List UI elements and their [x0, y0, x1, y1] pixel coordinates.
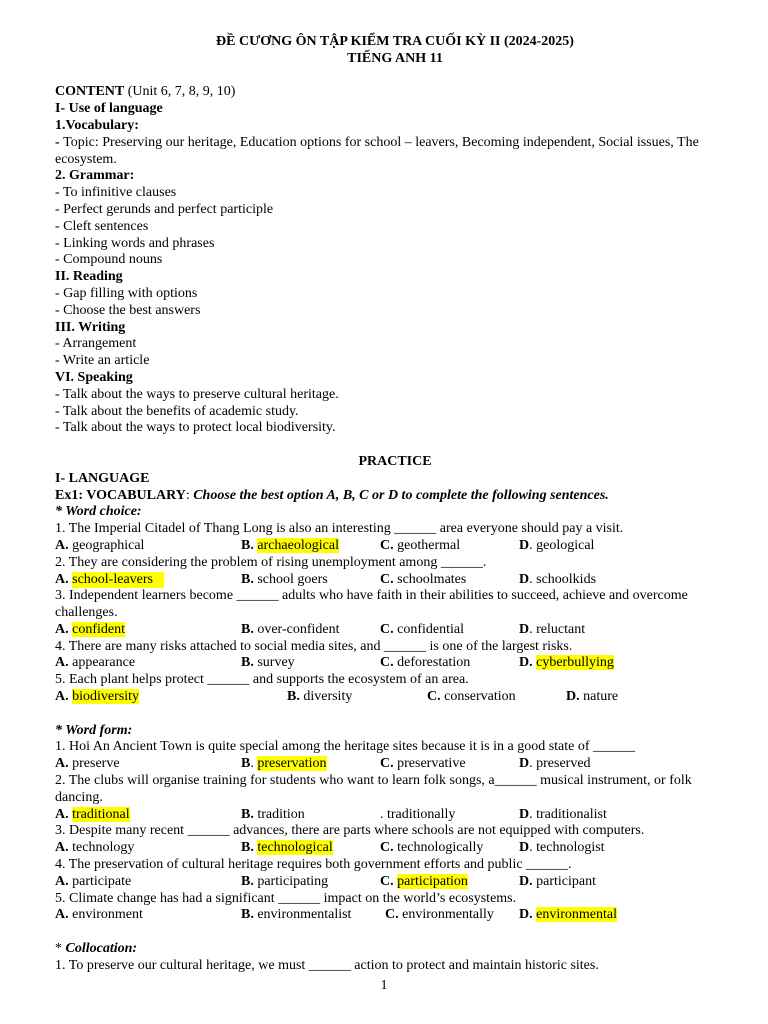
grammar-item: - Compound nouns [55, 252, 163, 268]
option-letter: C. [385, 907, 399, 923]
option-text: environment [72, 907, 143, 923]
option-b[interactable]: B. preservation [241, 756, 327, 772]
writing-heading: III. Writing [55, 319, 126, 335]
grammar-item: - Cleft sentences [55, 218, 149, 234]
option-letter: D [519, 806, 530, 822]
document-title: ĐỀ CƯƠNG ÔN TẬP KIỂM TRA CUỐI KỲ II (2024-2025) [216, 34, 574, 49]
option-letter: C. [380, 655, 394, 671]
practice-heading: PRACTICE [358, 453, 432, 469]
option-letter: A. [55, 806, 69, 822]
grammar-heading: 2. Grammar: [55, 168, 135, 184]
option-letter: C. [427, 689, 441, 705]
option-letter: D [519, 840, 530, 856]
question-text: 3. Despite many recent ______ advances, there are parts where schools are not equipped with computers. [55, 823, 645, 839]
option-letter: D. [519, 873, 533, 889]
option-a[interactable] [55, 655, 135, 672]
highlighted-answer: biodiversity [72, 689, 140, 705]
option-letter: C. [380, 840, 394, 856]
option-text: traditionalist [536, 806, 607, 822]
content-label: CONTENT [55, 84, 125, 100]
option-c[interactable] [427, 689, 516, 706]
exercise-1-label: Ex1: VOCABULARY [55, 487, 186, 503]
option-letter: B. [241, 655, 254, 671]
option-letter: C. [380, 873, 394, 889]
option-c[interactable] [380, 874, 468, 891]
exercise-1-colon: : [185, 487, 194, 503]
option-b[interactable] [241, 907, 351, 924]
highlighted-answer: cyberbullying [536, 655, 614, 671]
question-text: 1. To preserve our cultural heritage, we must ______ action to protect and maintain historic sites. [55, 957, 599, 973]
option-a[interactable] [55, 874, 131, 891]
option-letter: C. [380, 537, 394, 553]
exercise-1-instruction: Choose the best option A, B, C or D to complete the following sentences. [193, 487, 609, 503]
vocabulary-heading: 1.Vocabulary: [55, 117, 139, 133]
question-text: 4. There are many risks attached to social media sites, and ______ is one of the largest risks. [55, 638, 573, 654]
option-text: confidential [397, 621, 464, 637]
answer-options [55, 655, 735, 672]
language-heading: I- LANGUAGE [55, 470, 150, 486]
highlighted-answer: confident [72, 621, 125, 637]
collocation-heading [55, 941, 735, 958]
option-letter: B. [241, 806, 254, 822]
option-text: schoolkids [536, 571, 597, 587]
topic-text: : Preserving our heritage, Education options for school – leavers, Becoming independent, Social issues, The ecosystem. [55, 134, 699, 167]
highlighted-answer: archaeological [257, 537, 339, 553]
option-d[interactable] [519, 655, 614, 672]
option-c[interactable] [380, 622, 464, 639]
option-a[interactable] [55, 538, 144, 555]
option-letter: C. [380, 621, 394, 637]
option-text: geothermal [397, 537, 461, 553]
option-text: preservative [397, 756, 466, 772]
option-text: technologist [536, 840, 605, 856]
grammar-item: - To infinitive clauses [55, 185, 177, 201]
option-c[interactable] [380, 840, 483, 857]
option-b[interactable] [241, 840, 333, 857]
option-text: participate [72, 873, 132, 889]
option-d[interactable]: D. schoolkids [519, 571, 597, 587]
option-letter: B. [241, 873, 254, 889]
option-text: participant [536, 873, 596, 889]
option-text: traditionally [387, 806, 456, 822]
option-text: geological [536, 537, 595, 553]
option-letter: A. [55, 571, 69, 587]
content-units: (Unit 6, 7, 8, 9, 10) [124, 84, 236, 100]
option-b[interactable] [241, 807, 305, 824]
option-text: over-confident [257, 621, 340, 637]
option-text: reluctant [536, 621, 586, 637]
option-text: deforestation [397, 655, 471, 671]
answer-options [55, 538, 735, 555]
highlighted-answer: environmental [536, 907, 617, 923]
option-text: nature [583, 689, 619, 705]
option-text: technology [72, 840, 135, 856]
option-letter: C. [380, 756, 394, 772]
option-letter: A. [55, 537, 69, 553]
option-d[interactable] [519, 874, 596, 891]
option-b[interactable] [241, 622, 339, 639]
speaking-item: - Talk about the ways to protect local biodiversity. [55, 420, 336, 436]
option-text: environmentalist [257, 907, 352, 923]
word-form-label: * Word form: [55, 722, 133, 738]
topic-dash: - [55, 134, 64, 150]
option-d[interactable]: D. reluctant [519, 621, 586, 637]
option-letter: D. [519, 907, 533, 923]
option-letter: B. [241, 621, 254, 637]
option-d[interactable]: D. traditionalist [519, 806, 607, 822]
option-letter: D. [519, 655, 533, 671]
option-b[interactable] [287, 689, 352, 706]
answer-options [55, 807, 735, 824]
option-a[interactable] [55, 756, 120, 773]
word-choice-heading [55, 504, 735, 521]
question-text: 4. The preservation of cultural heritage requires both government efforts and public ______. [55, 857, 572, 873]
option-a[interactable] [55, 622, 125, 639]
option-b[interactable] [241, 874, 328, 891]
option-letter: A. [55, 655, 69, 671]
document-subtitle: TIẾNG ANH 11 [347, 50, 443, 66]
option-text: environmentally [402, 907, 494, 923]
option-d[interactable]: D. preserved [519, 756, 591, 772]
option-b[interactable] [241, 572, 328, 589]
answer-options [55, 756, 735, 773]
vocabulary-topic [55, 135, 735, 169]
answer-options [55, 874, 735, 891]
speaking-heading: VI. Speaking [55, 369, 133, 385]
word-form-heading [55, 723, 735, 740]
option-letter: D. [566, 689, 580, 705]
option-c[interactable] [380, 572, 466, 589]
answer-options [55, 840, 735, 857]
page-number: 1 [380, 978, 388, 993]
option-letter: A. [55, 873, 69, 889]
answer-options [55, 572, 735, 589]
option-text: tradition [257, 806, 305, 822]
question-text: 5. Each plant helps protect ______ and supports the ecosystem of an area. [55, 672, 469, 688]
option-a[interactable] [55, 689, 139, 706]
option-letter: B. [241, 537, 254, 553]
topic-label: Topic [63, 134, 95, 150]
option-c[interactable]: . traditionally [380, 806, 456, 822]
option-b[interactable] [241, 538, 339, 555]
reading-item: - Choose the best answers [55, 302, 201, 318]
option-d[interactable] [519, 907, 617, 924]
option-text: geographical [72, 537, 145, 553]
option-text: schoolmates [397, 571, 467, 587]
option-letter: A. [55, 689, 69, 705]
option-letter: B [241, 756, 251, 772]
option-d[interactable]: D. technologist [519, 840, 605, 856]
option-d[interactable]: D. geological [519, 537, 595, 553]
question-text: 5. Climate change has had a significant ______ impact on the world’s ecosystems. [55, 890, 517, 906]
option-text: participating [257, 873, 329, 889]
option-text: diversity [303, 689, 353, 705]
content-line [55, 84, 735, 101]
collocation-star: * [55, 941, 66, 957]
question-text: 3. Independent learners become ______ adults who have faith in their abilities to succeed, achieve and overcome challenges. [55, 588, 688, 621]
option-letter: A. [55, 621, 69, 637]
option-text: technologically [397, 840, 484, 856]
option-text: appearance [72, 655, 136, 671]
option-letter: B. [241, 840, 254, 856]
collocation-label: Collocation: [65, 941, 138, 957]
reading-heading: II. Reading [55, 269, 123, 285]
option-text: survey [257, 655, 295, 671]
option-letter: A. [55, 840, 69, 856]
option-letter: D [519, 756, 530, 772]
option-text: school goers [257, 571, 328, 587]
option-letter: D [519, 621, 530, 637]
highlighted-answer: participation [397, 873, 468, 889]
highlighted-answer: preservation [257, 756, 327, 772]
option-c[interactable] [380, 538, 460, 555]
option-letter: B. [287, 689, 300, 705]
use-of-language-heading: I- Use of language [55, 101, 163, 117]
option-text: preserved [536, 756, 591, 772]
option-letter: D [519, 537, 530, 553]
option-text: conservation [444, 689, 516, 705]
option-letter: A. [55, 756, 69, 772]
highlighted-answer: technological [257, 840, 333, 856]
option-letter: B. [241, 907, 254, 923]
writing-item: - Arrangement [55, 336, 137, 352]
reading-item: - Gap filling with options [55, 285, 198, 301]
option-c[interactable] [385, 907, 494, 924]
answer-options [55, 907, 735, 924]
option-letter: C. [380, 571, 394, 587]
question-text: 2. They are considering the problem of rising unemployment among ______. [55, 554, 487, 570]
question-text: 1. Hoi An Ancient Town is quite special among the heritage sites because it is in a good state of ______ [55, 739, 636, 755]
option-c[interactable] [380, 756, 466, 773]
highlighted-answer: school-leavers [72, 572, 164, 589]
option-a[interactable] [55, 572, 164, 589]
document-page [55, 34, 735, 975]
option-text: preserve [72, 756, 120, 772]
speaking-item: - Talk about the ways to preserve cultural heritage. [55, 386, 339, 402]
option-letter: A. [55, 907, 69, 923]
writing-item: - Write an article [55, 353, 150, 369]
option-a[interactable] [55, 907, 143, 924]
grammar-item: - Perfect gerunds and perfect participle [55, 201, 274, 217]
option-d[interactable] [566, 689, 618, 706]
option-letter: D [519, 571, 530, 587]
word-choice-label: * Word choice: [55, 504, 142, 520]
speaking-item: - Talk about the benefits of academic study. [55, 403, 299, 419]
grammar-item: - Linking words and phrases [55, 235, 215, 251]
option-c[interactable] [380, 655, 470, 672]
option-a[interactable] [55, 807, 130, 824]
answer-options [55, 689, 735, 706]
option-b[interactable] [241, 655, 295, 672]
highlighted-answer: traditional [72, 806, 130, 822]
option-letter: B. [241, 571, 254, 587]
exercise-1-line [55, 488, 735, 505]
option-a[interactable] [55, 840, 134, 857]
question-text: 1. The Imperial Citadel of Thang Long is also an interesting ______ area everyone should pay a visit. [55, 521, 624, 537]
question-text: 2. The clubs will organise training for students who want to learn folk songs, a______ musical instrument, or folk dancing. [55, 773, 692, 805]
answer-options [55, 622, 735, 639]
